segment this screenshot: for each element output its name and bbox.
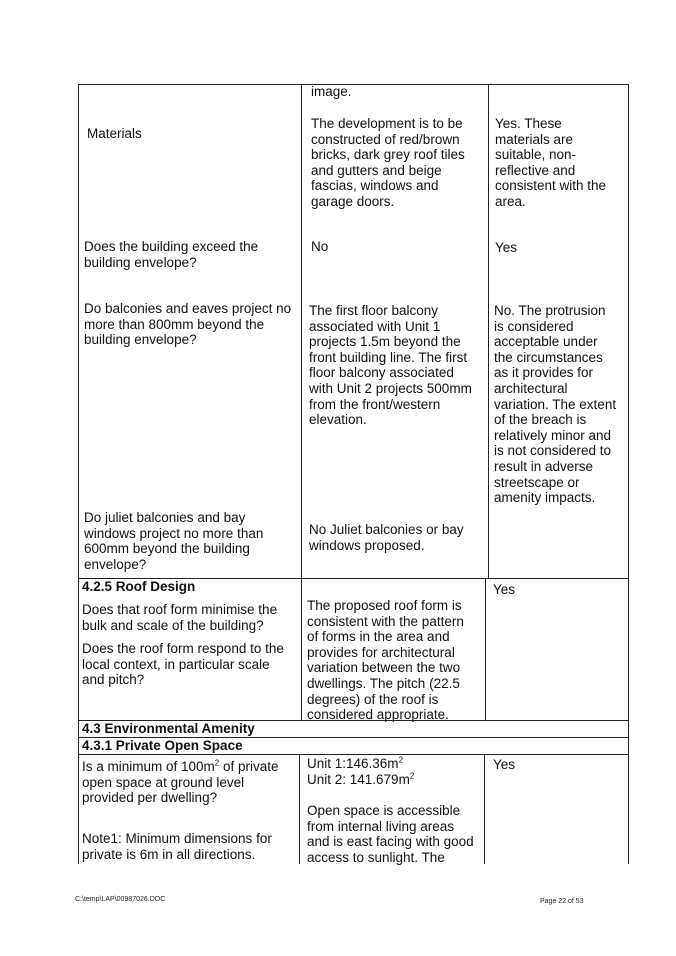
proposal-roof: The proposed roof form is consistent with the pattern of forms in the area and provides for architectural variation between the two dwellings. The pitch (22.5 degrees) of the roof is considered appropriate. [307, 598, 464, 723]
proposal-envelope: No [311, 239, 329, 254]
column-divider-1-lower [299, 754, 300, 864]
column-divider-1-upper [301, 84, 302, 720]
criterion-roof-context: Does the roof form respond to the local context, in particular scale and pitch? [82, 641, 284, 688]
unit1-area-text: Unit 1:146.36m [307, 756, 399, 771]
heading-environmental-amenity: 4.3 Environmental Amenity [82, 721, 255, 736]
table-border-right [628, 84, 629, 864]
criterion-open-space-a: Is a minimum of 100m [82, 759, 215, 774]
criterion-roof-bulk: Does that roof form minimise the bulk and scale of the building? [82, 602, 278, 633]
criterion-open-space-sup: 2 [214, 758, 220, 768]
heading-private-open-space: 4.3.1 Private Open Space [82, 738, 243, 753]
unit2-area-text: Unit 2: 141.679m [307, 772, 410, 787]
note-min-dimensions: Note1: Minimum dimensions for private is 6m in all directions. [82, 831, 272, 862]
criterion-open-space [82, 759, 279, 806]
compliance-roof: Yes [493, 582, 516, 597]
compliance-open-space: Yes [493, 757, 516, 772]
compliance-materials: Yes. These materials are suitable, non- reflective and consistent with the area. [495, 116, 607, 209]
row-divider-private [78, 754, 629, 755]
cell-image-tail: image. [311, 84, 352, 99]
proposal-balconies: The first floor balcony associated with Unit 1 projects 1.5m beyond the front building line. The first floor balcony associated with Unit 2 projects 500mm from the front/western elevation. [309, 303, 472, 428]
criterion-juliet: Do juliet balconies and bay windows project no more than 600mm beyond the building envelope? [84, 510, 264, 572]
proposal-unit1-area [307, 756, 403, 772]
compliance-balconies: No. The protrusion is considered acceptable under the circumstances as it provides for architectural variation. The extent of the breach is relatively minor and is not considered to result in adverse streetscape or amenity impacts. [494, 303, 617, 506]
footer-page-number: Page 22 of 53 [540, 898, 584, 905]
criterion-open-space-b: of private open space at ground level provided per dwelling? [82, 759, 279, 806]
unit1-area-sup: 2 [398, 755, 404, 765]
column-divider-2-upper [488, 84, 489, 578]
unit2-area-sup: 2 [409, 771, 415, 781]
proposal-juliet: No Juliet balconies or bay windows proposed. [309, 522, 464, 553]
column-divider-2-mid [485, 578, 486, 720]
footer-file-path: C:\temp\LAP\00987026.DOC [75, 896, 166, 903]
table-border-left [78, 84, 79, 864]
criterion-balconies: Do balconies and eaves project no more than 800mm beyond the building envelope? [84, 301, 292, 348]
table-border-top [78, 84, 629, 85]
criterion-envelope: Does the building exceed the building envelope? [84, 239, 259, 270]
heading-roof-design: 4.2.5 Roof Design [82, 579, 196, 594]
criterion-materials: Materials [87, 126, 142, 141]
column-divider-2-lower [484, 754, 485, 864]
proposal-unit2-area [307, 772, 414, 788]
proposal-materials: The development is to be constructed of red/brown bricks, dark grey roof tiles and gutters and beige fascias, windows and garage doors. [311, 116, 465, 209]
compliance-envelope: Yes [495, 240, 518, 255]
proposal-open-space-access: Open space is accessible from internal living areas and is east facing with good access to sunlight. The [307, 803, 474, 865]
